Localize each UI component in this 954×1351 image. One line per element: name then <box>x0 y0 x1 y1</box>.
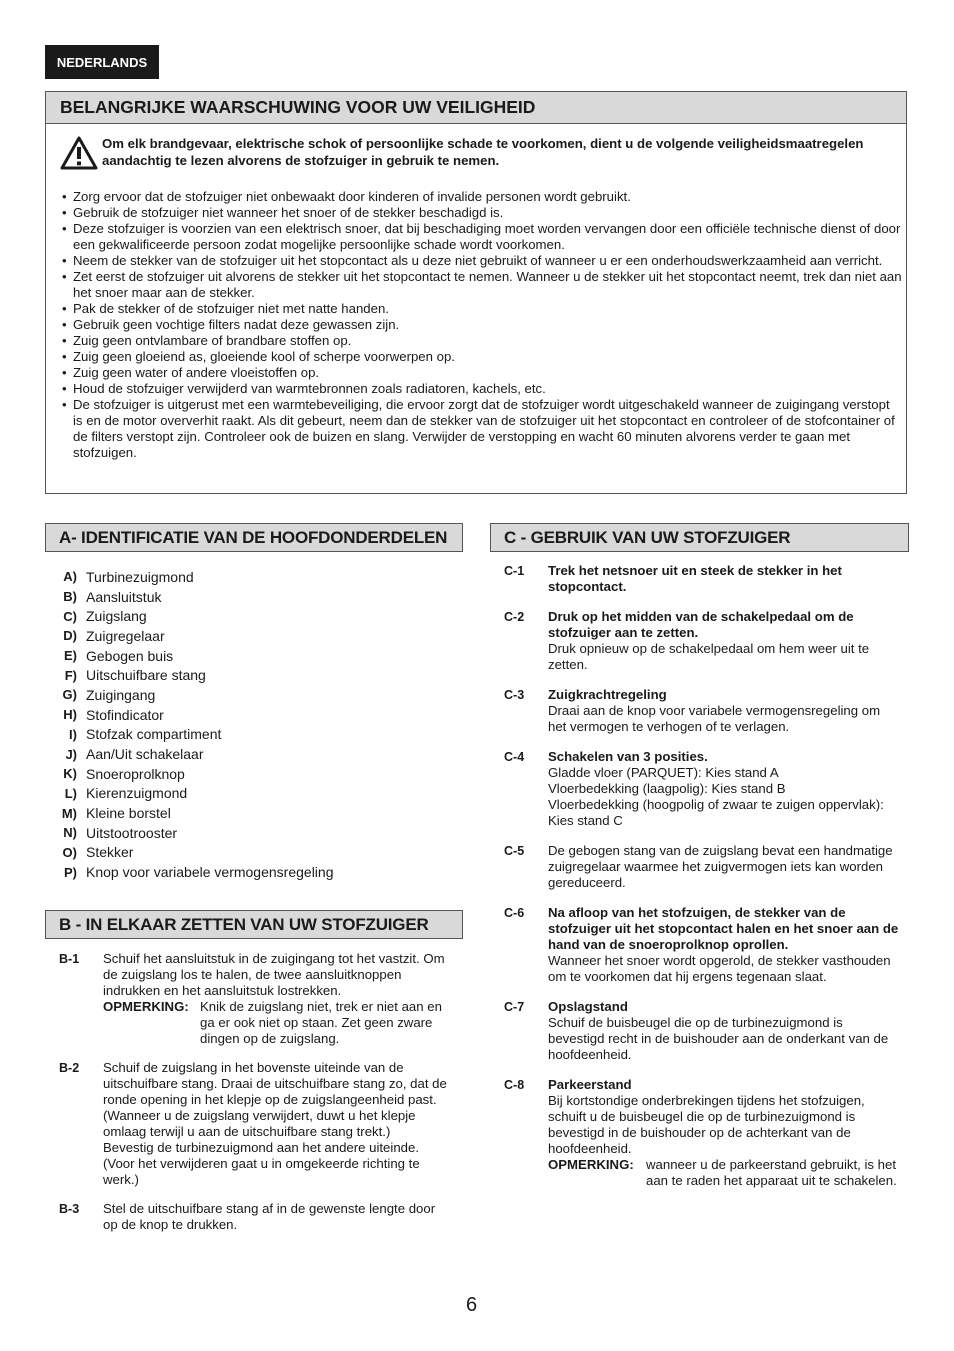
note <box>103 999 451 1047</box>
note-text: Knik de zuigslang niet, trek er niet aan en ga er ook niet op staan. Zet geen zware dingen op de zuigslang. <box>200 999 442 1046</box>
list-item <box>50 843 450 863</box>
safety-bullet: • Neem de stekker van de stofzuiger uit het stopcontact als u deze niet gebruikt of wanneer u er een onderhoudswerkzaamheid aan verricht. <box>62 253 902 269</box>
section-b-title: B - IN ELKAAR ZETTEN VAN UW STOFZUIGER <box>45 910 463 939</box>
note-label: OPMERKING: <box>548 1157 634 1172</box>
section-a-title: A- IDENTIFICATIE VAN DE HOOFDONDERDELEN <box>45 523 463 552</box>
part-key: N) <box>63 825 77 841</box>
step-bold-text: Druk op het midden van de schakelpedaal om de stofzuiger aan te zetten. <box>548 609 854 640</box>
part-label: Knop voor variabele vermogensregeling <box>86 864 334 881</box>
safety-bullet: • De stofzuiger is uitgerust met een warmtebeveiliging, die ervoor zorgt dat de stofzuiger wordt uitgeschakeld wanneer de zuigingang verstopt is en de motor oververhit raakt. Als dit gebeurt, neem dan de stekker van de stofzuiger uit het stopcontact en controleer of de stofcontainer of de filters verstopt zijn. Controleer ook de buizen en slang. Verwijder de verstopping en wacht 60 minuten alvorens verder te gaan met stofzuigen. <box>62 397 902 461</box>
part-key: I) <box>69 726 77 742</box>
list-item <box>50 744 450 764</box>
part-label: Zuigingang <box>86 686 156 703</box>
parts-list <box>50 567 450 882</box>
step-bold-text: Schakelen van 3 posities. <box>548 749 708 764</box>
step-key: C-6 <box>504 906 525 920</box>
part-key: M) <box>61 805 77 821</box>
part-key: H) <box>63 707 77 723</box>
safety-bullet: • Zet eerst de stofzuiger uit alvorens de stekker uit het stopcontact te nemen. Wanneer u de stekker uit het stopcontact neemt, trek dan niet aan het snoer maar aan de stekker. <box>62 269 902 301</box>
list-item <box>50 862 450 882</box>
safety-bullet: • Zuig geen gloeiend as, gloeiende kool of scherpe voorwerpen op. <box>62 349 902 365</box>
part-label: Kleine borstel <box>86 805 171 822</box>
step-key: C-3 <box>504 688 525 702</box>
safety-bullet: • Gebruik de stofzuiger niet wanneer het snoer of de stekker beschadigd is. <box>62 205 902 221</box>
part-label: Uitschuifbare stang <box>86 667 206 684</box>
part-label: Turbinezuigmond <box>86 568 194 585</box>
note-label: OPMERKING: <box>103 999 189 1014</box>
step-key: B-1 <box>59 952 80 966</box>
step-c7 <box>504 999 899 1063</box>
list-item <box>50 725 450 745</box>
step-key: C-5 <box>504 844 525 858</box>
list-item <box>50 646 450 666</box>
step-c5 <box>504 843 899 891</box>
part-key: O) <box>62 844 77 860</box>
step-text: Vloerbedekking (hoogpolig of zwaar te zuigen oppervlak): Kies stand C <box>548 797 884 828</box>
step-text: Schuif de zuigslang in het bovenste uiteinde van de uitschuifbare stang. Draai de uitschuifbare stang zo, dat de ronde opening in het klepje op de zuigslangeenheid past. (Wanneer u de zuigslang verwijdert, duwt u het klepje omlaag terwijl u aan de uitschuifbare stang trekt.) <box>103 1060 447 1139</box>
safety-warning-intro <box>60 136 890 169</box>
part-label: Kierenzuigmond <box>86 785 188 802</box>
step-text: Vloerbedekking (laagpolig): Kies stand B <box>548 781 786 796</box>
safety-bullet: • Gebruik geen vochtige filters nadat deze gewassen zijn. <box>62 317 902 333</box>
page-number: 6 <box>466 1294 478 1316</box>
part-key: A) <box>63 569 77 585</box>
section-c-steps <box>504 563 899 1189</box>
safety-bullet: • Deze stofzuiger is voorzien van een elektrisch snoer, dat bij beschadiging moet worden vervangen door een officiële technische dienst of door een gekwalificeerde persoon zodat mogelijke persoonlijke schade wordt voorkomen. <box>62 221 902 253</box>
safety-bullet: • Houd de stofzuiger verwijderd van warmtebronnen zoals radiatoren, kachels, etc. <box>62 381 902 397</box>
step-key: C-4 <box>504 750 525 764</box>
part-label: Snoeroprolknop <box>86 765 185 782</box>
list-item <box>50 803 450 823</box>
safety-warning-title: BELANGRIJKE WAARSCHUWING VOOR UW VEILIGHEID <box>46 92 906 124</box>
step-text: Wanneer het snoer wordt opgerold, de stekker vasthouden om te voorkomen dat hij ergens tegenaan slaat. <box>548 953 891 984</box>
part-key: G) <box>62 687 77 703</box>
part-key: J) <box>65 746 77 762</box>
part-key: F) <box>64 667 77 683</box>
step-b1 <box>59 951 451 1047</box>
list-item <box>50 823 450 843</box>
step-text: Schuif het aansluitstuk in de zuigingang tot het vastzit. Om de zuigslang los te halen, de twee aansluitknoppen indrukken en het aansluitstuk lostrekken. <box>103 951 445 998</box>
safety-bullet-list <box>62 189 902 461</box>
list-item <box>50 685 450 705</box>
warning-triangle-icon <box>60 136 98 170</box>
step-text: Gladde vloer (PARQUET): Kies stand A <box>548 765 779 780</box>
note <box>548 1157 899 1189</box>
step-c8 <box>504 1077 899 1189</box>
step-text: Draai aan de knop voor variabele vermogensregeling om het vermogen te verhogen of te verlagen. <box>548 703 881 734</box>
note-text: wanneer u de parkeerstand gebruikt, is het aan te raden het apparaat uit te schakelen. <box>646 1157 897 1188</box>
step-key: C-1 <box>504 564 525 578</box>
step-key: C-7 <box>504 1000 525 1014</box>
part-label: Uitstootrooster <box>86 824 178 841</box>
list-item <box>50 626 450 646</box>
step-b2 <box>59 1060 451 1188</box>
part-key: K) <box>63 766 77 782</box>
step-c3 <box>504 687 899 735</box>
step-key: B-2 <box>59 1061 80 1075</box>
part-label: Aansluitstuk <box>86 588 162 605</box>
section-c-title: C - GEBRUIK VAN UW STOFZUIGER <box>490 523 909 552</box>
step-b3 <box>59 1201 451 1233</box>
part-key: E) <box>64 648 77 664</box>
part-label: Aan/Uit schakelaar <box>86 746 204 763</box>
step-c4 <box>504 749 899 829</box>
safety-bullet: • Zorg ervoor dat de stofzuiger niet onbewaakt door kinderen of invalide personen wordt gebruikt. <box>62 189 902 205</box>
step-bold-text: Trek het netsnoer uit en steek de stekker in het stopcontact. <box>548 563 842 594</box>
step-text: Druk opnieuw op de schakelpedaal om hem weer uit te zetten. <box>548 641 870 672</box>
part-key: C) <box>63 608 77 624</box>
list-item <box>50 705 450 725</box>
part-label: Stofindicator <box>86 706 164 723</box>
part-key: L) <box>64 785 77 801</box>
part-label: Stofzak compartiment <box>86 726 222 743</box>
step-bold-text: Opslagstand <box>548 999 628 1014</box>
list-item <box>50 606 450 626</box>
step-text: Bij kortstondige onderbrekingen tijdens het stofzuigen, schuift u de buisbeugel die op de turbinezuigmond is bevestigd in de buishouder op de achterkant van de hoofdeenheid. <box>548 1093 865 1156</box>
safety-warning-box <box>45 91 907 494</box>
step-text: Stel de uitschuifbare stang af in de gewenste lengte door op de knop te drukken. <box>103 1201 436 1232</box>
part-label: Gebogen buis <box>86 647 174 664</box>
list-item <box>50 764 450 784</box>
part-label: Zuigregelaar <box>86 627 165 644</box>
list-item <box>50 587 450 607</box>
part-label: Stekker <box>86 844 134 861</box>
step-text: Bevestig de turbinezuigmond aan het andere uiteinde. (Voor het verwijderen gaat u in omgekeerde richting te werk.) <box>103 1140 420 1187</box>
part-key: P) <box>64 864 77 880</box>
step-c1 <box>504 563 899 595</box>
step-key: C-8 <box>504 1078 525 1092</box>
step-bold-text: Parkeerstand <box>548 1077 632 1092</box>
safety-bullet: • Pak de stekker of de stofzuiger niet met natte handen. <box>62 301 902 317</box>
step-key: C-2 <box>504 610 525 624</box>
language-tab: NEDERLANDS <box>45 45 159 79</box>
list-item <box>50 567 450 587</box>
list-item <box>50 665 450 685</box>
step-c2 <box>504 609 899 673</box>
safety-intro-text: Om elk brandgevaar, elektrische schok of persoonlijke schade te voorkomen, dient u de volgende veiligheidsmaatregelen aandachtig te lezen alvorens de stofzuiger in gebruik te nemen. <box>102 136 864 168</box>
safety-bullet: • Zuig geen water of andere vloeistoffen op. <box>62 365 902 381</box>
list-item <box>50 784 450 804</box>
safety-bullet: • Zuig geen ontvlambare of brandbare stoffen op. <box>62 333 902 349</box>
part-label: Zuigslang <box>86 608 147 625</box>
step-text: Schuif de buisbeugel die op de turbinezuigmond is bevestigd recht in de buishouder aan de onderkant van de hoofdeenheid. <box>548 1015 889 1062</box>
part-key: B) <box>63 589 77 605</box>
step-key: B-3 <box>59 1202 80 1216</box>
step-c6 <box>504 905 899 985</box>
part-key: D) <box>63 628 77 644</box>
step-bold-text: Na afloop van het stofzuigen, de stekker van de stofzuiger uit het stopcontact halen en het snoer aan de hand van de snoeroprolknop oprollen. <box>548 905 899 952</box>
step-text: De gebogen stang van de zuigslang bevat een handmatige zuigregelaar waarmee het zuigvermogen iets kan worden gereduceerd. <box>548 843 893 890</box>
section-b-steps <box>59 951 451 1233</box>
step-bold-text: Zuigkrachtregeling <box>548 687 667 702</box>
